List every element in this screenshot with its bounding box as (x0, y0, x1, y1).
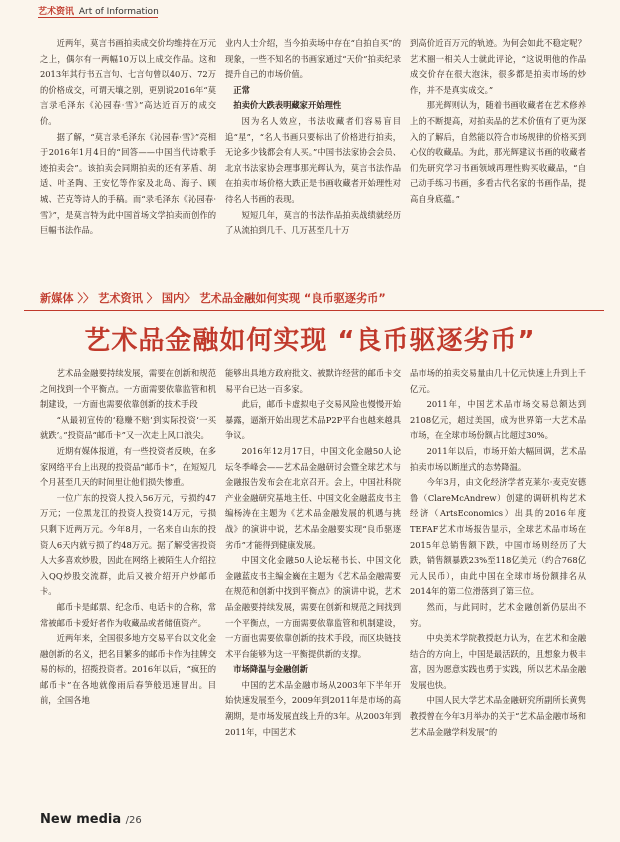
paragraph: 近两年来，全国很多地方交易平台以文化金融创新的名义，把名目繁多的邮币卡作为挂牌交易的标的，招揽投资者。2016年以后，“疯狂的邮币卡”在各地就像雨后春笋般迅速冒出。目前，全国各地 (40, 633, 216, 706)
paragraph: 中国文化金融50人论坛秘书长、中国文化金融蓝皮书主编金巍在主题为《艺术品金融需要在规范和创新中找到平衡点》的演讲中说，艺术品金融要持续发展，需要在创新和规范之间找到一个平衡点，一方面需要依靠监管和机制建设，一方面也需要依靠创新的技术手段，而区块链技术平台能够为这一平衡提供新的支撑。 (225, 555, 401, 659)
header-category: 艺术资讯 (38, 7, 75, 17)
paragraph: 2011年以后，市场开始大幅回调，艺术品拍卖市场以断崖式的态势降温。 (410, 445, 586, 472)
paragraph: 近两年，莫言书画拍卖成交价均维持在万元之上，偶尔有一两幅10万以上成交作品。这和2013年其行书五言句、七言句曾以40万、72万的价格成交，可谓天壤之别，更别说2016年“莫言录毛泽东《沁园春·雪》”高达近百万的成交价。 (40, 38, 216, 126)
paragraph: 然而，与此同时，艺术金融创新仍层出不穷。 (410, 601, 586, 628)
top-column-3 (410, 36, 586, 208)
subheading: 拍卖价大跌表明藏家开始理性 (233, 100, 342, 111)
paragraph: 中央美术学院教授赵力认为，在艺术和金融结合的方向上，中国是最活跃的，且想象力极丰富，因为愿意实践也勇于实践，所以艺术品金融发展也快。 (410, 633, 586, 690)
paragraph: 品市场的拍卖交易量由几十亿元快速上升到上千亿元。 (410, 368, 586, 394)
paragraph: 今年3月，由文化经济学者克莱尔·麦克安德鲁（ClareMcAndrew）创建的调研机构艺术经济（ArtsEconomics）出具的2016年度TEFAF艺术市场报告显示，全球艺术品市场在2015年总销售额下跌，中国市场则经历了大跌，销售额暴跌23%至118亿美元（约合768亿元人民币），由此中国在全球市场份额排名从2014年的第二位滑落到了第三位。 (410, 477, 586, 597)
body-column-1 (40, 366, 216, 709)
header-english: Art of Information (78, 7, 159, 17)
section-divider (24, 310, 604, 311)
top-column-2 (225, 36, 401, 239)
paragraph: 2011年，中国艺术品市场交易总额达到2108亿元，超过美国，成为世界第一大艺术品市场，在全球市场份额占比超过30%。 (410, 399, 586, 441)
header-divider (38, 17, 158, 18)
page-number: /26 (125, 815, 142, 826)
paragraph: 此后，邮币卡虚拟电子交易风险也慢慢开始暴露，逼渐开始出现艺术品P2P平台也越来越具争议。 (225, 399, 401, 441)
paragraph: 中国人民大学艺术品金融研究所副所长黄隽教授曾在今年3月举办的关于“艺术品金融市场和艺术品金融学科发展”的 (410, 695, 586, 737)
paragraph: 据了解，“莫言录毛泽东《沁园春·雪》”亮相于2016年1月4日的“回答——中国当代诗歌手迹拍卖会”。该拍卖会同期拍卖的还有茅盾、胡适、叶圣陶、王安忆等作家及北岛、海子、顾城、芒克等诗人的手稿。而“录毛泽东《沁园春·雪》”，是莫言特为此中国首场文学拍卖而创作的巨幅书法作品。 (40, 131, 216, 236)
paragraph: 业内人士介绍，当今拍卖场中存在“自拍自买”的现象，一些不知名的书画家通过“天价”拍卖纪录提升自己的市场价值。 (225, 38, 401, 80)
paragraph: 因为名人效应，书法收藏者们容易盲目追“星”，“名人书画只要标出了价格进行拍卖，无论多少钱都会有人买。”中国书法家协会会员、北京书法家协会理事那光辉认为，莫言书法作品在拍卖市场价格大跌正是书画收藏者开始理性对待名人书画的表现。 (225, 115, 401, 204)
article-title: 艺术品金融如何实现 “良币驱逐劣币” (84, 326, 536, 356)
body-column-3 (410, 366, 586, 740)
paragraph: 一位广东的投资人投入56万元，亏损约47万元；一位黑龙江的投资人投资14万元，亏损只剩下近两万元。今年8月，一名来自山东的投资人6天内就亏损了约48万元。据了解受害投资人大多喜欢炒股，因此在网络上被陌生人介绍拉入QQ炒股交流群，此后又被介绍开户炒邮币卡。 (40, 492, 216, 597)
paragraph: 近期有媒体报道，有一些投资者反映，在多家网络平台上出现的投资品“邮币卡”，在短短几个月甚至几天的时间里让他们损失惨重。 (40, 445, 216, 488)
paragraph: “从最初宣传的‘稳赚不赔’到实际投资‘一买就跌’。”投资品“邮币卡”又一次走上风口浪尖。 (40, 414, 216, 441)
paragraph: 短短几年，莫言的书法作品拍卖战绩就经历了从流拍到几千、几万甚至几十万 (225, 209, 401, 236)
body-column-2 (225, 366, 401, 740)
footer-brand: New media (40, 812, 122, 827)
paragraph: 到高价近百万元的轨迹。为何会如此不稳定呢？艺术圈一相关人士就此评论，“这说明他的作品成交价存在很大泡沫，很多都是拍卖市场的炒作，并不是真实成交。” (410, 38, 586, 95)
page-footer (40, 812, 142, 827)
paragraph: 那光辉则认为，随着书画收藏者在艺术修养上的不断提高，对拍卖品的艺术价值有了更为深入的了解后，自然能以符合市场规律的价格买到心仪的收藏品。为此，那光辉建议书画的收藏者们先研究学习书画领域再理性购买收藏品，“自己动手练习书画，多看古代名家的书画作品，提高自身底蕴。” (410, 100, 586, 204)
breadcrumb[interactable]: 新媒体 〉〉 艺术资讯 〉 国内〉 艺术品金融如何实现 “良币驱逐劣币” (40, 292, 386, 305)
subheading: 正常 (233, 84, 250, 95)
paragraph: 能够出具地方政府批文、被默许经营的邮币卡交易平台已达一百多家。 (225, 368, 401, 394)
subheading: 市场降温与金融创新 (233, 664, 308, 675)
paragraph: 艺术品金融要持续发展，需要在创新和规范之间找到一个平衡点。一方面需要依靠监管和机制建设，一方面也需要依靠创新的技术手段 (40, 368, 216, 410)
paragraph: 中国的艺术品金融市场从2003年下半年开始快速发展至今，2009年到2011年是市场的高潮期，是市场发展直线上升的3年。从2003年到2011年，中国艺术 (225, 679, 401, 737)
paragraph: 2016年12月17日，中国文化金融50人论坛冬季峰会——艺术品金融研讨会暨全球艺术与金融报告发布会在北京召开。会上，中国社科院产业金融研究基地主任、中国文化金融蓝皮书主编杨涛在主题为《艺术品金融发展的机遇与挑战》的演讲中说，艺术品金融要实现“良币驱逐劣币”才能得到健康发展。 (225, 445, 401, 550)
paragraph: 邮币卡是邮票、纪念币、电话卡的合称，常常被邮币卡爱好者作为收藏品或者储值资产。 (40, 601, 216, 628)
page-header (38, 4, 159, 17)
top-column-1 (40, 36, 216, 239)
